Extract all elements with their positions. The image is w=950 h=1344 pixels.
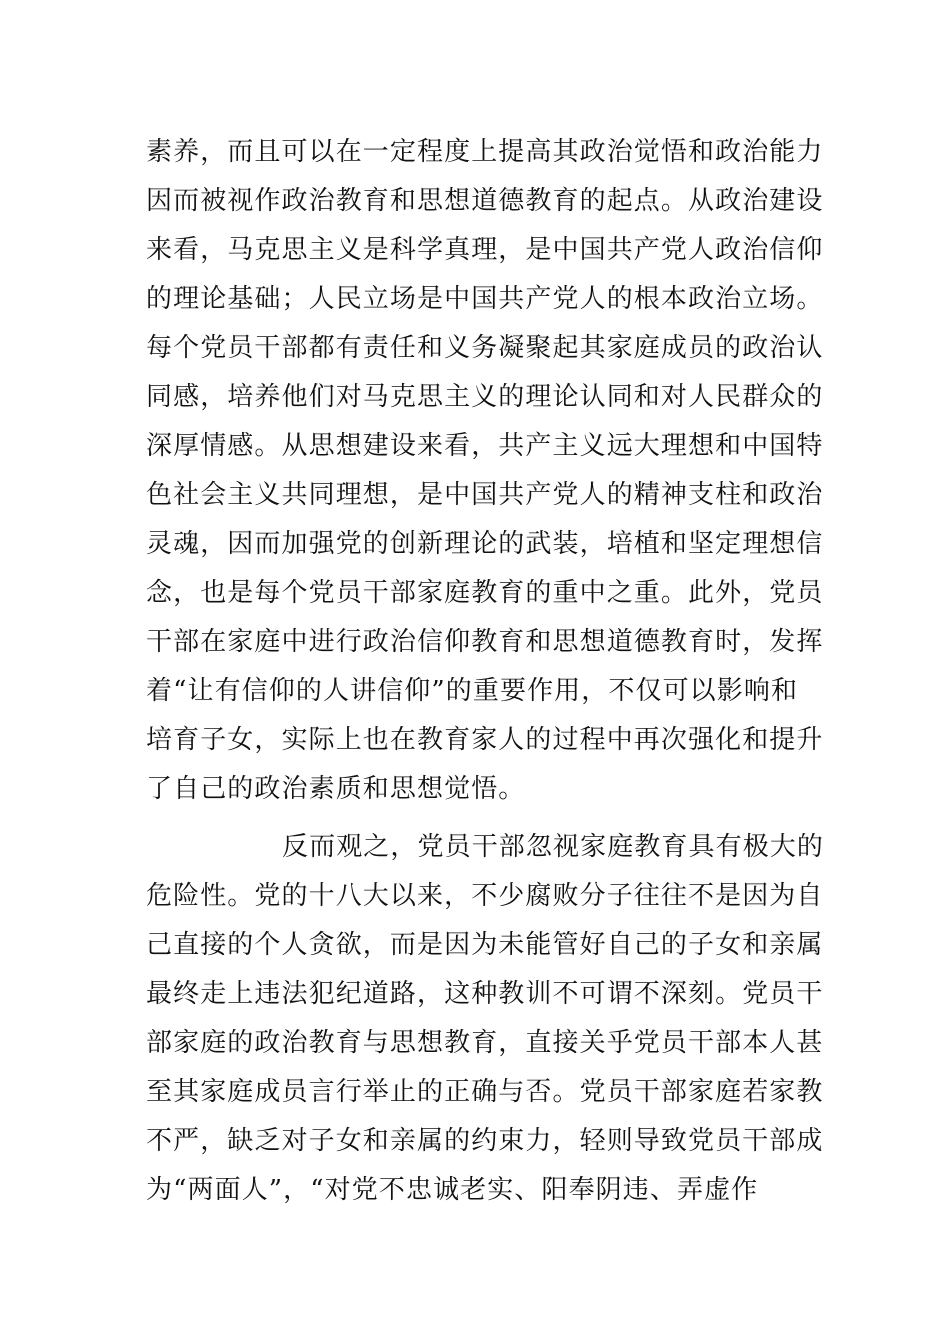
- text-line: 不严，缺乏对子女和亲属的约束力，轻则导致党员干部成: [146, 1126, 824, 1156]
- text-line: 深厚情感。从思想建设来看，共产主义远大理想和中国特: [146, 431, 824, 461]
- paragraph-2: [146, 823, 825, 1215]
- text-line-content: 反而观之，党员干部忽视家庭教育具有极大的: [282, 832, 825, 862]
- text-line: 部家庭的政治教育与思想教育，直接关乎党员干部本人甚: [146, 1028, 824, 1058]
- text-line: 念，也是每个党员干部家庭教育的重中之重。此外，党员: [146, 578, 824, 608]
- text-line: 最终走上违法犯纪道路，这种教训不可谓不深刻。党员干: [146, 979, 824, 1009]
- text-line: 培育子女，实际上也在教育家人的过程中再次强化和提升: [146, 725, 824, 755]
- text-line: 每个党员干部都有责任和义务凝聚起其家庭成员的政治认: [146, 333, 824, 363]
- text-line: 来看，马克思主义是科学真理，是中国共产党人政治信仰: [146, 235, 824, 265]
- text-line: 素养，而且可以在一定程度上提高其政治觉悟和政治能力: [146, 137, 824, 167]
- text-line: 为“两面人”，“对党不忠诚老实、阳奉阴违、弄虚作: [146, 1175, 759, 1205]
- text-line: 干部在家庭中进行政治信仰教育和思想道德教育时，发挥: [146, 627, 824, 657]
- text-line: 至其家庭成员言行举止的正确与否。党员干部家庭若家教: [146, 1077, 824, 1107]
- text-line: 的理论基础；人民立场是中国共产党人的根本政治立场。: [146, 284, 824, 314]
- text-line: 灵魂，因而加强党的创新理论的武装，培植和坚定理想信: [146, 529, 824, 559]
- text-line: 色社会主义共同理想，是中国共产党人的精神支柱和政治: [146, 480, 824, 510]
- text-line-first: [146, 823, 825, 872]
- text-line: 危险性。党的十八大以来，不少腐败分子往往不是因为自: [146, 881, 824, 911]
- text-line: 了自己的政治素质和思想觉悟。: [146, 774, 526, 804]
- text-line: 同感，培养他们对马克思主义的理论认同和对人民群众的: [146, 382, 824, 412]
- text-line: 因而被视作政治教育和思想道德教育的起点。从政治建设: [146, 186, 824, 216]
- paragraph-1: [146, 128, 824, 814]
- text-line: 着“让有信仰的人讲信仰”的重要作用，不仅可以影响和: [146, 676, 799, 706]
- text-line: 己直接的个人贪欲，而是因为未能管好自己的子女和亲属: [146, 930, 824, 960]
